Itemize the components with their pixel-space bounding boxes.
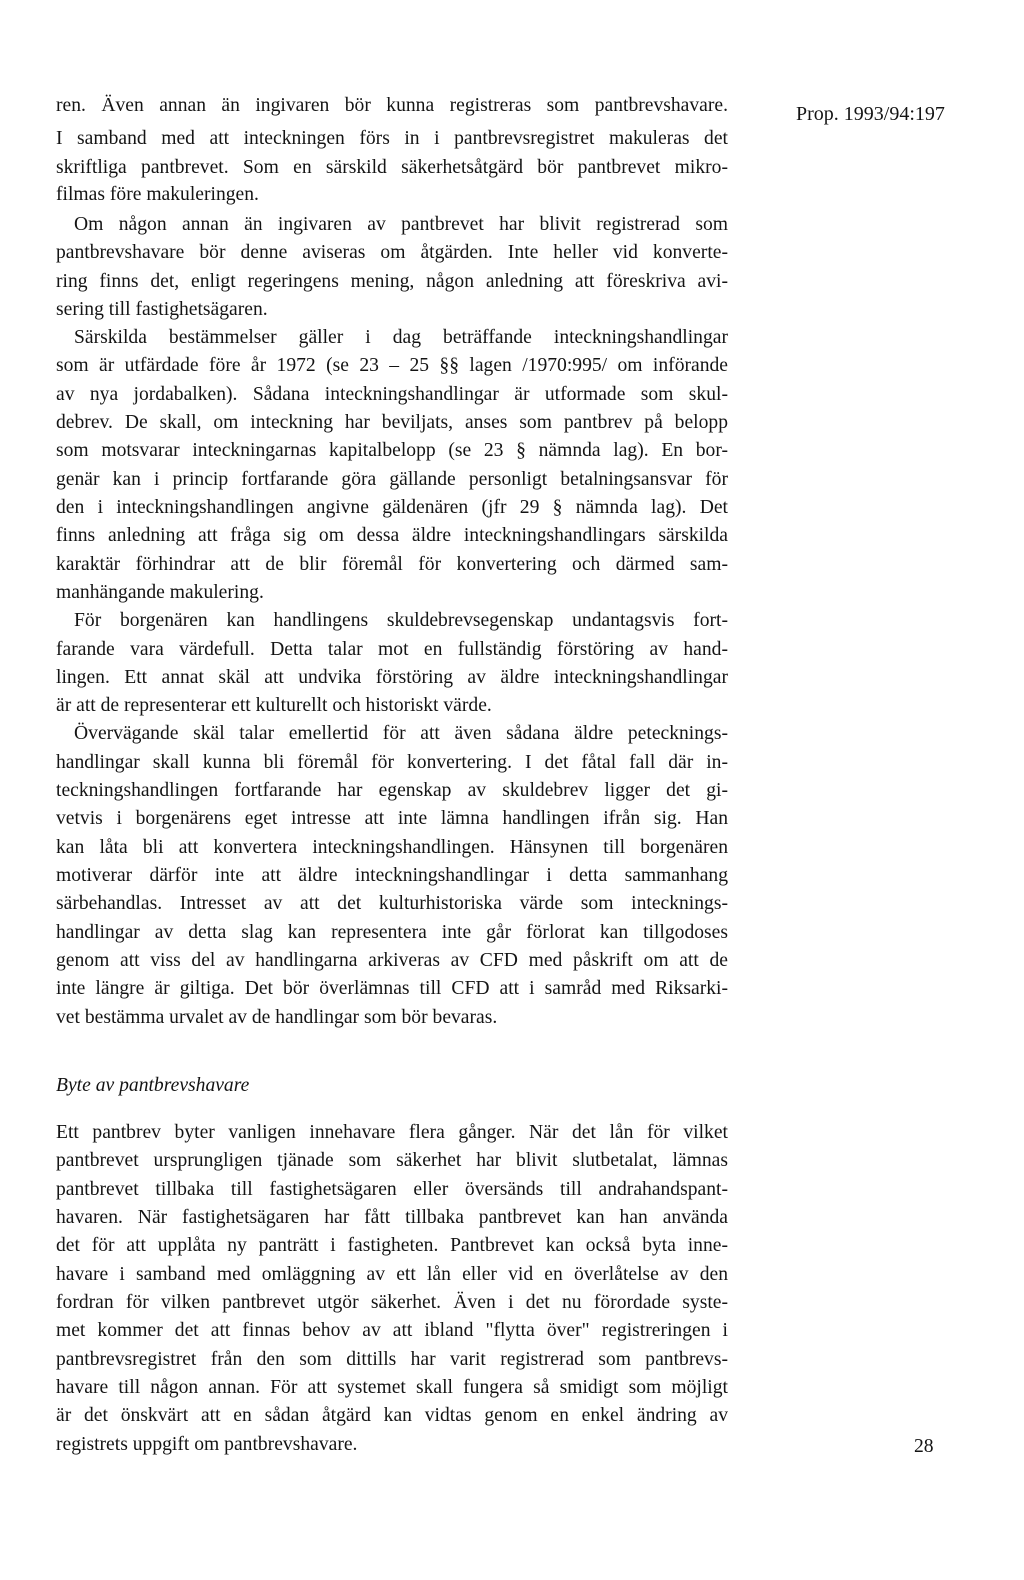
text-line: pantbrevet tillbaka till fastighetsägaren eller översänds till andrahandspant- [56,1179,728,1200]
text-line: är att de representerar ett kulturellt och historiskt värde. [56,695,492,716]
text-line: den i inteckningshandlingen angivne gäldenären (jfr 29 § nämnda lag). Det [56,497,728,518]
section-heading: Byte av pantbrevshavare [56,1075,250,1096]
page-number: 28 [914,1436,934,1457]
text-line: kan låta bli att konvertera inteckningshandlingen. Hänsynen till borgenären [56,837,728,858]
text-line: pantbrevsregistret från den som dittills har varit registrerad som pantbrevs- [56,1349,728,1370]
text-line: sering till fastighetsägaren. [56,299,268,320]
text-line: ren. Även annan än ingivaren bör kunna registreras som pantbrevshavare. [56,95,728,116]
text-line: handlingar skall kunna bli föremål för konvertering. I det fåtal fall där in- [56,752,728,773]
text-line: pantbrevet ursprungligen tjänade som säkerhet har blivit slutbetalat, lämnas [56,1150,728,1171]
text-line: är det önskvärt att en sådan åtgärd kan vidtas genom en enkel ändring av [56,1405,728,1426]
text-line: genom att viss del av handlingarna arkiveras av CFD med påskrift om att de [56,950,728,971]
document-reference: Prop. 1993/94:197 [796,103,945,125]
text-line: För borgenären kan handlingens skuldebrevsegenskap undantagsvis fort- [74,610,728,631]
text-line: Ett pantbrev byter vanligen innehavare flera gånger. När det lån för vilket [56,1122,728,1143]
text-line: manhängande makulering. [56,582,264,603]
text-line: I samband med att inteckningen förs in i pantbrevsregistret makuleras det [56,128,728,149]
text-line: inte längre är giltiga. Det bör överlämnas till CFD att i samråd med Riksarki- [56,978,728,999]
text-line: registrets uppgift om pantbrevshavare. [56,1434,358,1455]
text-line: motiverar därför inte att äldre inteckningshandlingar i detta sammanhang [56,865,728,886]
text-line: havare till någon annan. För att systemet skall fungera så smidigt som möjligt [56,1377,728,1398]
text-line: handlingar av detta slag kan representera inte går förlorat kan tillgodoses [56,922,728,943]
text-line: Om någon annan än ingivaren av pantbrevet har blivit registrerad som [74,214,728,235]
text-line: finns anledning att fråga sig om dessa äldre inteckningshandlingars särskilda [56,525,728,546]
text-line: havare i samband med omläggning av ett lån eller vid en överlåtelse av den [56,1264,728,1285]
text-line: skriftliga pantbrevet. Som en särskild säkerhetsåtgärd bör pantbrevet mikro- [56,157,728,178]
text-line: som är utfärdade före år 1972 (se 23 – 25 §§ lagen /1970:995/ om införande [56,355,728,376]
text-line: pantbrevshavare bör denne aviseras om åtgärden. Inte heller vid konverte- [56,242,728,263]
text-line: teckningshandlingen fortfarande har egenskap av skuldebrev ligger det gi- [56,780,728,801]
text-line: genär kan i princip fortfarande göra gällande personligt betalningsansvar för [56,469,728,490]
text-line: filmas före makuleringen. [56,184,259,205]
text-line: met kommer det att finnas behov av att ibland "flytta över" registreringen i [56,1320,728,1341]
text-line: lingen. Ett annat skäl att undvika förstöring av äldre inteckningshandlingar [56,667,728,688]
text-line: som motsvarar inteckningarnas kapitalbelopp (se 23 § nämnda lag). En bor- [56,440,728,461]
text-line: av nya jordabalken). Sådana inteckningshandlingar är utformade som skul- [56,384,728,405]
text-line: det för att upplåta ny panträtt i fastigheten. Pantbrevet kan också byta inne- [56,1235,728,1256]
text-line: havaren. När fastighetsägaren har fått tillbaka pantbrevet kan han använda [56,1207,728,1228]
text-line: Särskilda bestämmelser gäller i dag beträffande inteckningshandlingar [74,327,728,348]
text-line: debrev. De skall, om inteckning har beviljats, anses som pantbrev på belopp [56,412,728,433]
text-line: ring finns det, enligt regeringens mening, någon anledning att föreskriva avi- [56,271,728,292]
text-line: karaktär förhindrar att de blir föremål för konvertering och därmed sam- [56,554,728,575]
text-line: Övervägande skäl talar emellertid för att även sådana äldre petecknings- [74,723,728,744]
text-line: fordran för vilken pantbrevet utgör säkerhet. Även i det nu förordade syste- [56,1292,728,1313]
text-line: särbehandlas. Intresset av att det kulturhistoriska värde som intecknings- [56,893,728,914]
text-line: farande vara värdefull. Detta talar mot en fullständig förstöring av hand- [56,639,728,660]
text-line: vetvis i borgenärens eget intresse att inte lämna handlingen ifrån sig. Han [56,808,728,829]
text-line: vet bestämma urvalet av de handlingar som bör bevaras. [56,1007,498,1028]
